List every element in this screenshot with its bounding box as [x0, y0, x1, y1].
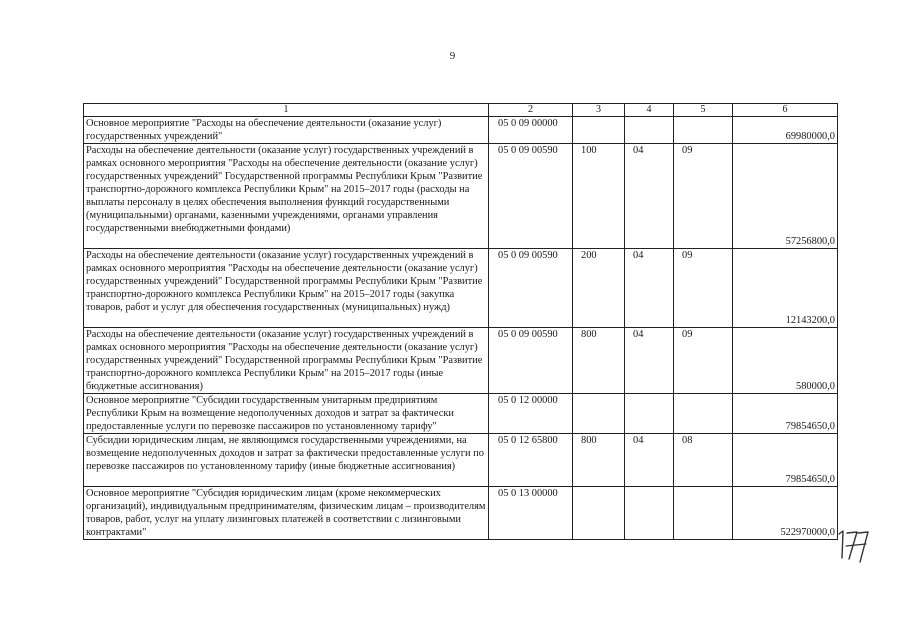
row-code: 05 0 09 00590	[489, 144, 573, 249]
budget-table	[83, 103, 838, 540]
column-header: 4	[625, 104, 674, 117]
row-section	[625, 117, 674, 144]
row-name: Основное мероприятие "Расходы на обеспечение деятельности (оказание услуг) государственных учреждений"	[84, 117, 489, 144]
row-subsection: 09	[674, 249, 733, 328]
row-subsection	[674, 487, 733, 540]
row-amount: 79854650,0	[733, 434, 838, 487]
row-section: 04	[625, 144, 674, 249]
row-code: 05 0 09 00590	[489, 249, 573, 328]
row-expense-type: 800	[573, 434, 625, 487]
table-row	[84, 249, 838, 328]
row-section	[625, 487, 674, 540]
column-header: 6	[733, 104, 838, 117]
row-section	[625, 394, 674, 434]
row-code: 05 0 12 00000	[489, 394, 573, 434]
row-name: Основное мероприятие "Субсидии государственным унитарным предприятиям Республики Крым на возмещение недополученных доходов и затрат за фактически предоставленные услуги по перевозке пассажиров по установленному тарифу"	[84, 394, 489, 434]
handwritten-initials-icon	[836, 525, 872, 565]
row-code: 05 0 09 00590	[489, 328, 573, 394]
table-row	[84, 144, 838, 249]
row-name: Основное мероприятие "Субсидия юридическим лицам (кроме некоммерческих организаций), индивидуальным предпринимателям, физическим лицам – производителям товаров, работ, услуг на уплату лизинговых платежей в соответствии с лизинговыми контрактами"	[84, 487, 489, 540]
table-row	[84, 487, 838, 540]
row-expense-type: 800	[573, 328, 625, 394]
row-amount: 580000,0	[733, 328, 838, 394]
row-expense-type: 100	[573, 144, 625, 249]
row-amount: 79854650,0	[733, 394, 838, 434]
row-subsection	[674, 394, 733, 434]
row-expense-type	[573, 394, 625, 434]
row-amount: 69980000,0	[733, 117, 838, 144]
table-row	[84, 328, 838, 394]
row-expense-type	[573, 117, 625, 144]
row-subsection	[674, 117, 733, 144]
row-amount: 522970000,0	[733, 487, 838, 540]
row-subsection: 08	[674, 434, 733, 487]
column-header: 2	[489, 104, 573, 117]
column-header: 5	[674, 104, 733, 117]
row-section: 04	[625, 434, 674, 487]
row-expense-type: 200	[573, 249, 625, 328]
table-header-row	[84, 104, 838, 117]
row-name: Расходы на обеспечение деятельности (оказание услуг) государственных учреждений в рамках основного мероприятия "Расходы на обеспечение деятельности (оказание услуг) государственных учреждений" Государственной программы Республики Крым "Развитие транспортно-дорожного комплекса Республики Крым" на 2015–2017 годы (закупка товаров, работ и услуг для обеспечения государственных (муниципальных) нужд)	[84, 249, 489, 328]
row-code: 05 0 12 65800	[489, 434, 573, 487]
row-amount: 12143200,0	[733, 249, 838, 328]
row-subsection: 09	[674, 144, 733, 249]
table-row	[84, 434, 838, 487]
row-section: 04	[625, 249, 674, 328]
table-row	[84, 117, 838, 144]
column-header: 3	[573, 104, 625, 117]
row-name: Расходы на обеспечение деятельности (оказание услуг) государственных учреждений в рамках основного мероприятия "Расходы на обеспечение деятельности (оказание услуг) государственных учреждений" Государственной программы Республики Крым "Развитие транспортно-дорожного комплекса Республики Крым" на 2015–2017 годы (иные бюджетные ассигнования)	[84, 328, 489, 394]
table-row	[84, 394, 838, 434]
row-code: 05 0 09 00000	[489, 117, 573, 144]
row-name: Расходы на обеспечение деятельности (оказание услуг) государственных учреждений в рамках основного мероприятия "Расходы на обеспечение деятельности (оказание услуг) государственных учреждений" Государственной программы Республики Крым "Развитие транспортно-дорожного комплекса Республики Крым" на 2015–2017 годы (расходы на выплаты персоналу в целях обеспечения выполнения функций государственными (муниципальными) органами, казенными учреждениями, органами управления государственными внебюджетными фондами)	[84, 144, 489, 249]
row-expense-type	[573, 487, 625, 540]
row-code: 05 0 13 00000	[489, 487, 573, 540]
column-header: 1	[84, 104, 489, 117]
row-name: Субсидии юридическим лицам, не являющимся государственными учреждениями, на возмещение недополученных доходов и затрат за фактически предоставленные услуги по перевозке пассажиров по установленному тарифу (иные бюджетные ассигнования)	[84, 434, 489, 487]
row-subsection: 09	[674, 328, 733, 394]
page-number: 9	[449, 50, 456, 62]
row-amount: 57256800,0	[733, 144, 838, 249]
row-section: 04	[625, 328, 674, 394]
